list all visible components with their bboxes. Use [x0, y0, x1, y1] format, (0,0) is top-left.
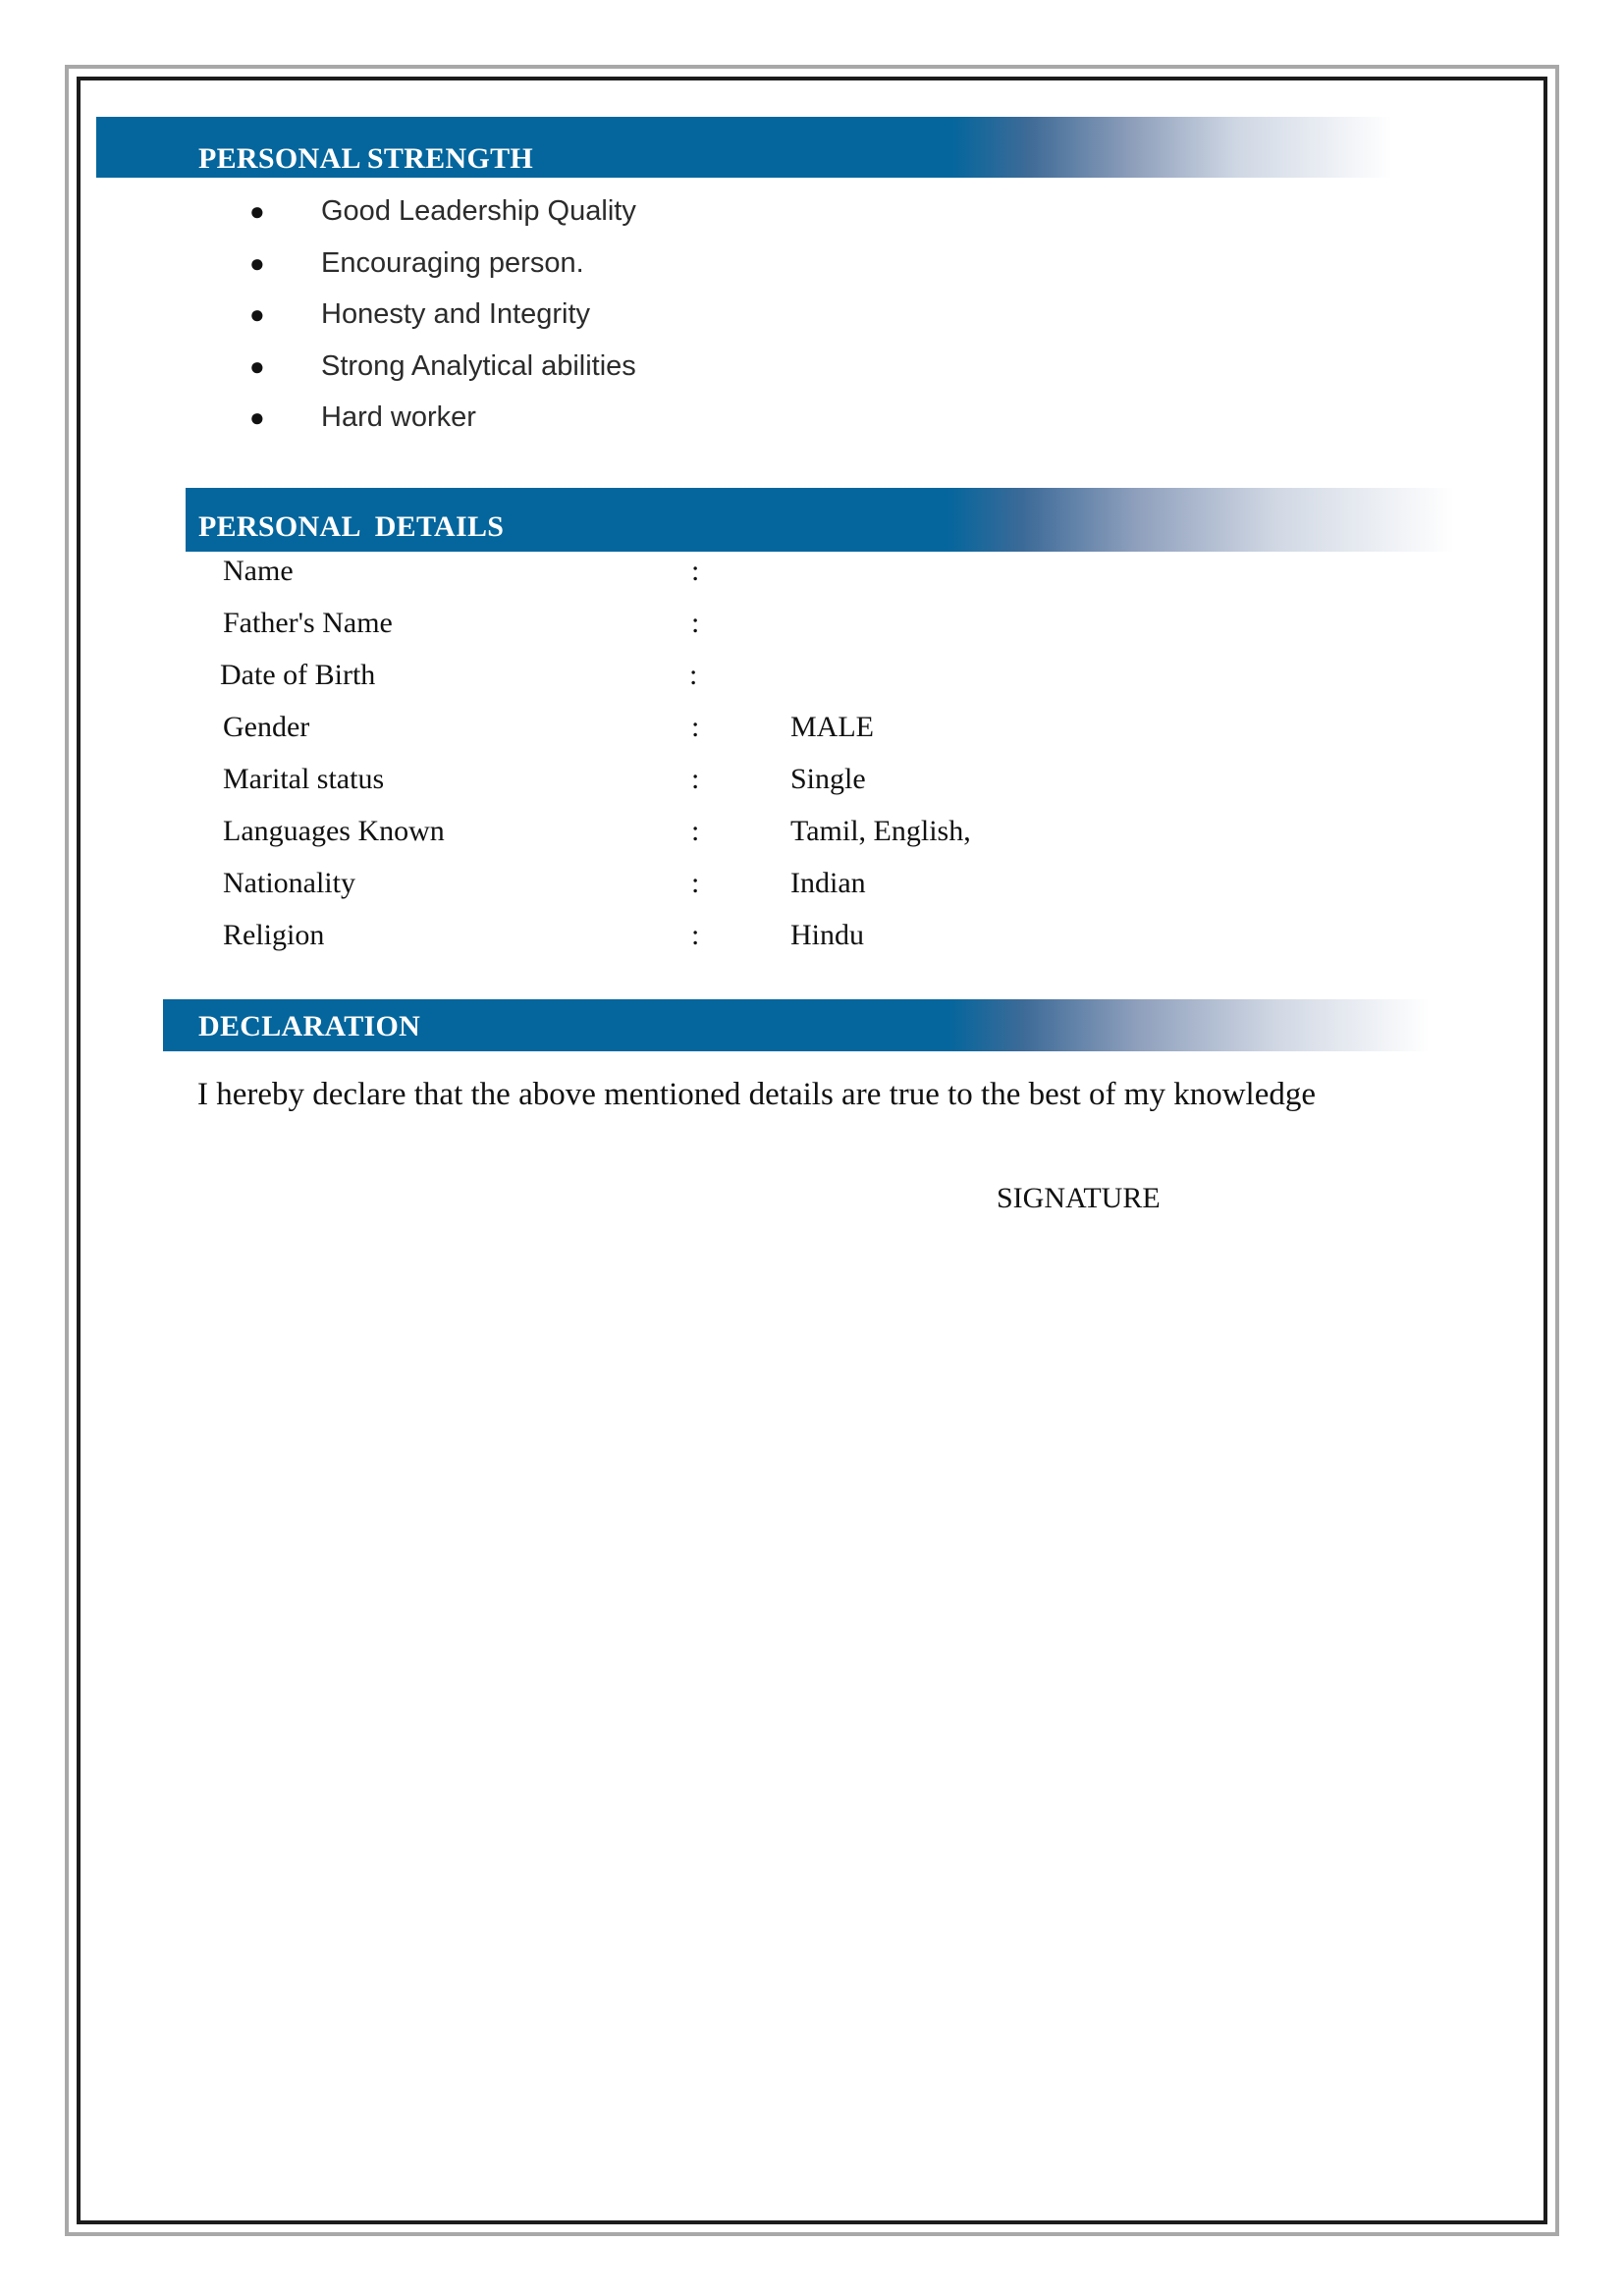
list-item-text: Honesty and Integrity: [321, 298, 591, 330]
list-item-text: Good Leadership Quality: [321, 195, 636, 227]
field-label: Gender: [223, 711, 310, 743]
detail-row-religion: [0, 916, 1624, 968]
field-label: Nationality: [223, 867, 355, 899]
section-heading-label: PERSONAL STRENGTH: [198, 142, 534, 175]
field-label: Father's Name: [223, 607, 393, 639]
list-item-text: Strong Analytical abilities: [321, 349, 636, 382]
field-separator: :: [691, 555, 700, 587]
field-separator: :: [689, 659, 698, 691]
detail-row-marital-status: [0, 760, 1624, 812]
page-border-inner: [77, 77, 1547, 2224]
declaration-statement: I hereby declare that the above mentioned details are true to the best of my knowledge: [197, 1077, 1316, 1112]
field-value: Tamil, English,: [790, 815, 971, 847]
field-value: Indian: [790, 867, 866, 899]
bullet-icon: ●: [249, 402, 265, 432]
field-value: Single: [790, 763, 866, 795]
bullet-icon: ●: [249, 350, 265, 381]
field-label: Marital status: [223, 763, 385, 795]
field-separator: :: [691, 763, 700, 795]
field-value: Hindu: [790, 919, 864, 951]
field-label: Name: [223, 555, 294, 587]
list-item-text: Encouraging person.: [321, 246, 584, 279]
list-item-text: Hard worker: [321, 401, 476, 433]
detail-row-fathers-name: [0, 604, 1624, 656]
section-heading-label: DECLARATION: [198, 1010, 421, 1042]
section-heading-personal-strength: [96, 117, 1392, 178]
field-label: Languages Known: [223, 815, 445, 847]
bullet-icon: ●: [249, 196, 265, 226]
field-separator: :: [691, 711, 700, 743]
field-label: Date of Birth: [220, 659, 376, 691]
section-heading-declaration: [163, 999, 1430, 1051]
detail-row-nationality: [0, 864, 1624, 916]
field-separator: :: [691, 919, 700, 951]
detail-row-languages-known: [0, 812, 1624, 864]
detail-row-name: [0, 552, 1624, 604]
bullet-icon: ●: [249, 299, 265, 329]
field-value: MALE: [790, 711, 874, 743]
bullet-icon: ●: [249, 247, 265, 278]
field-separator: :: [691, 867, 700, 899]
signature-label: SIGNATURE: [997, 1182, 1161, 1214]
section-heading-label: PERSONAL DETAILS: [198, 510, 505, 543]
field-label: Religion: [223, 919, 325, 951]
section-heading-personal-details: [186, 488, 1454, 552]
field-separator: :: [691, 607, 700, 639]
field-separator: :: [691, 815, 700, 847]
detail-row-gender: [0, 708, 1624, 760]
detail-row-date-of-birth: [0, 656, 1624, 708]
